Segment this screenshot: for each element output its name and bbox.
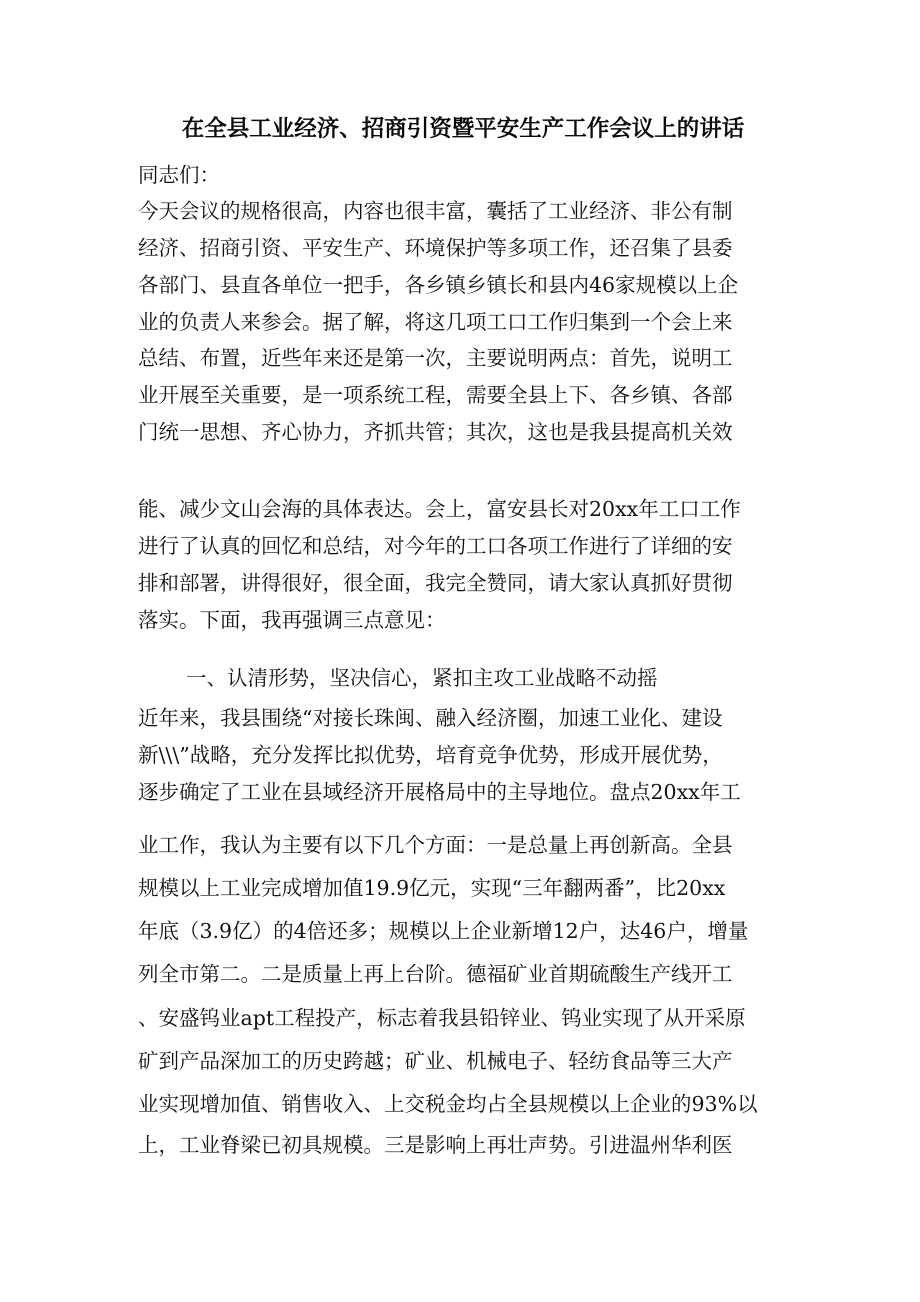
salutation: 同志们： [138, 163, 220, 187]
paragraph-line: 年底（3.9亿）的4倍还多；规模以上企业新增12户，达46户，增量 [138, 919, 749, 943]
document-title: 在全县工业经济、招商引资暨平安生产工作会议上的讲话 [181, 116, 745, 142]
paragraph-line: 列全市第二。二是质量上再上台阶。德福矿业首期硫酸生产线开工 [138, 962, 733, 986]
paragraph-line: 、安盛钨业apt工程投产，标志着我县铅锌业、钨业实现了从开采原 [138, 1006, 746, 1030]
paragraph-line: 能、减少文山会海的具体表达。会上，富安县长对20xx年工口工作 [138, 497, 741, 521]
paragraph-line: 总结、布置，近些年来还是第一次，主要说明两点：首先，说明工 [138, 346, 733, 370]
paragraph-line: 各部门、县直各单位一把手，各乡镇乡镇长和县内46家规模以上企 [138, 273, 739, 297]
paragraph-line: 业工作，我认为主要有以下几个方面：一是总量上再创新高。全县 [138, 833, 733, 857]
paragraph-line: 门统一思想、齐心协力，齐抓共管；其次，这也是我县提高机关效 [138, 420, 733, 444]
paragraph-line: 今天会议的规格很高，内容也很丰富，囊括了工业经济、非公有制 [138, 199, 733, 223]
paragraph-line: 业实现增加值、销售收入、上交税金均占全县规模以上企业的93%以 [138, 1092, 758, 1116]
paragraph-line: 落实。下面，我再强调三点意见： [138, 608, 446, 632]
paragraph-line: 经济、招商引资、平安生产、环境保护等多项工作，还召集了县委 [138, 236, 733, 260]
paragraph-line: 新\\\”战略，充分发挥比拟优势，培育竞争优势，形成开展优势， [138, 743, 723, 767]
paragraph-line: 近年来，我县围绕“对接长珠闽、融入经济圈，加速工业化、建设 [138, 706, 723, 730]
section-heading: 一、认清形势，坚决信心，紧扣主攻工业战略不动摇 [186, 666, 658, 690]
paragraph-line: 逐步确定了工业在县域经济开展格局中的主导地位。盘点20xx年工 [138, 780, 741, 804]
paragraph-line: 上，工业脊梁已初具规模。三是影响上再壮声势。引进温州华利医 [138, 1133, 733, 1157]
paragraph-line: 业开展至关重要，是一项系统工程，需要全县上下、各乡镇、各部 [138, 383, 733, 407]
paragraph-line: 业的负责人来参会。据了解，将这几项工口工作归集到一个会上来 [138, 310, 733, 334]
paragraph-line: 矿到产品深加工的历史跨越；矿业、机械电子、轻纺食品等三大产 [138, 1049, 733, 1073]
paragraph-line: 排和部署，讲得很好，很全面，我完全赞同，请大家认真抓好贯彻 [138, 571, 733, 595]
paragraph-line: 进行了认真的回忆和总结，对今年的工口各项工作进行了详细的安 [138, 534, 733, 558]
paragraph-line: 规模以上工业完成增加值19.9亿元，实现“三年翻两番”，比20xx [138, 876, 726, 900]
